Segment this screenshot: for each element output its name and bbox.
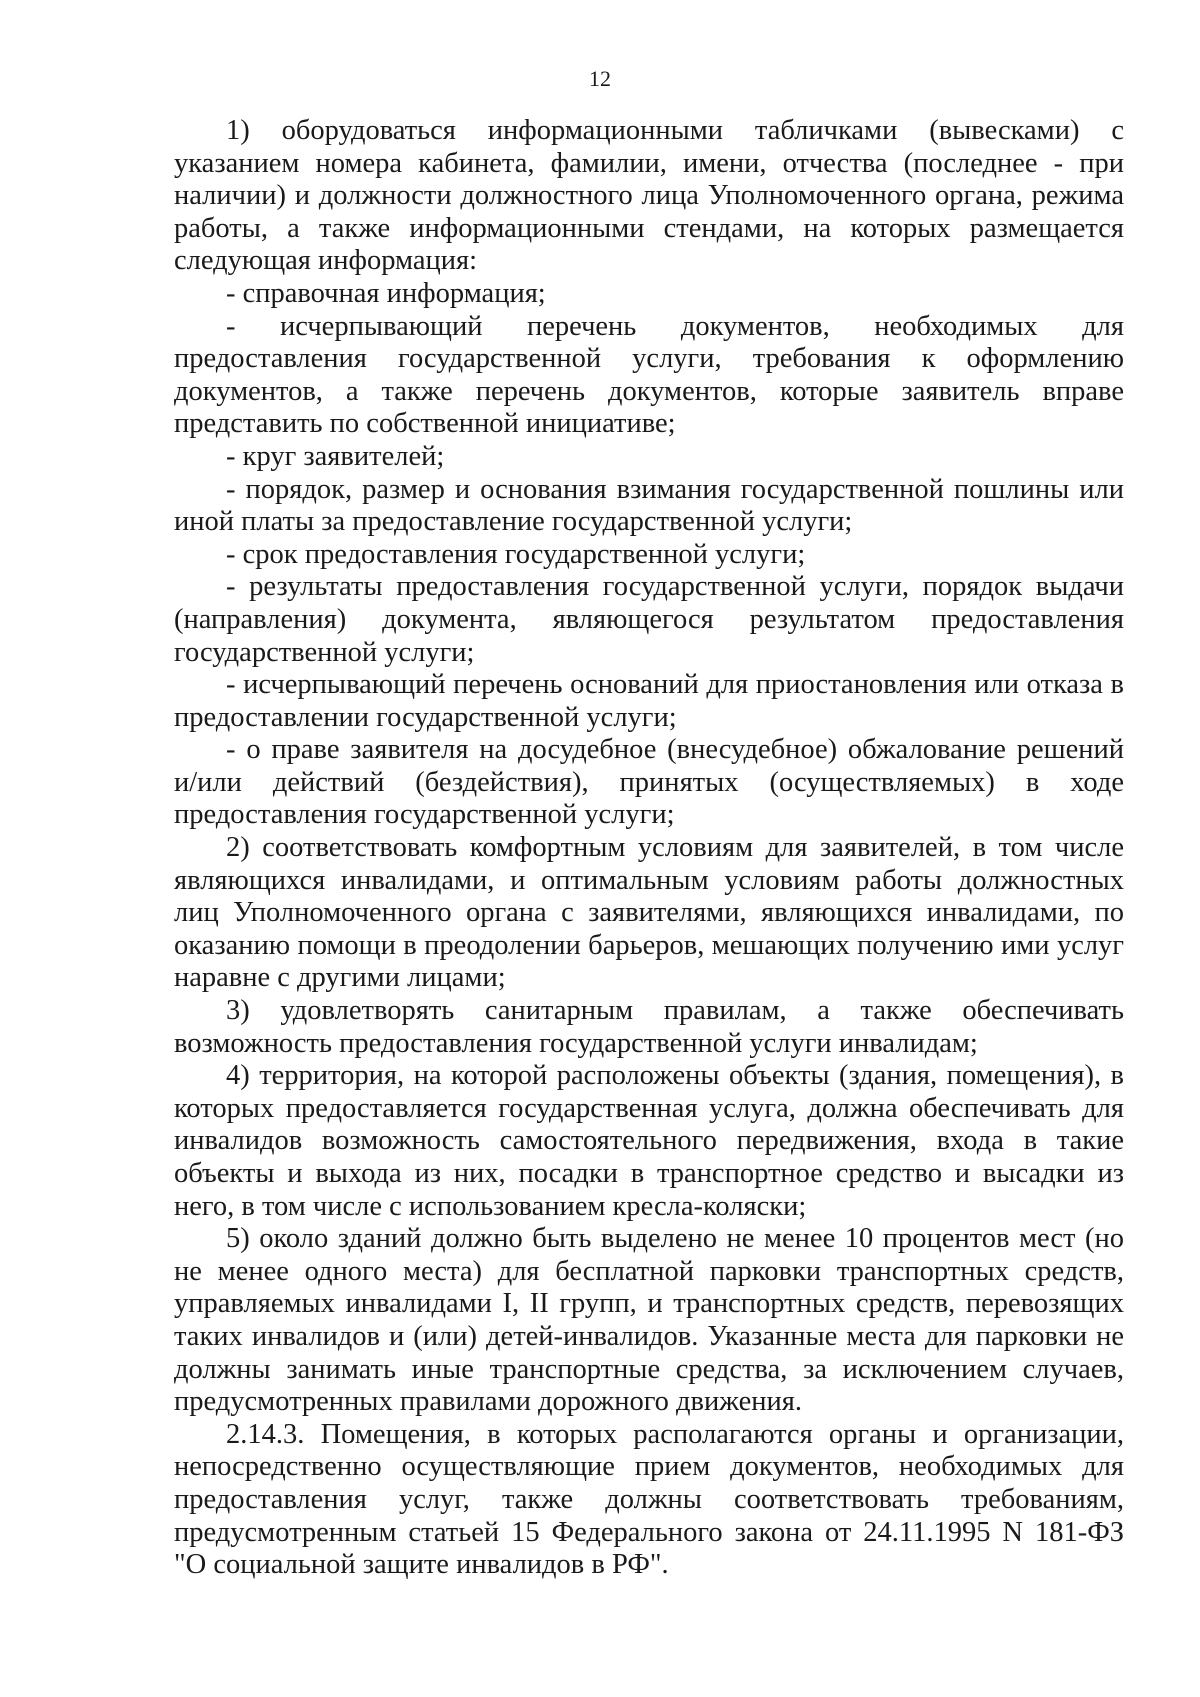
page-number: 12 xyxy=(589,66,611,91)
list-item-refusal-grounds: - исчерпывающий перечень оснований для приостановления или отказа в предоставлении государственной услуги; xyxy=(174,669,1124,733)
list-item-service-term: - срок предоставления государственной услуги; xyxy=(226,538,806,570)
list-item-documents-list: - исчерпывающий перечень документов, необходимых для предоставления государственной услуги, требования к оформлению документов, а также перечень документов, которые заявитель вправе представить по собственной инициативе; xyxy=(174,310,1124,440)
list-item-appeal-rights: - о праве заявителя на досудебное (внесудебное) обжалование решений и/или действий (бездействия), принятых (осуществляемых) в ходе предоставления государственной услуги; xyxy=(174,734,1124,831)
list-item-results: - результаты предоставления государственной услуги, порядок выдачи (направления) документа, являющегося результатом предоставления государственной услуги; xyxy=(174,571,1124,668)
paragraph-item-5-parking: 5) около зданий должно быть выделено не менее 10 процентов мест (но не менее одного места) для бесплатной парковки транспортных средств, управляемых инвалидами I, II групп, и транспортных средств, перевозящих таких инвалидов и (или) детей-инвалидов. Указанные места для парковки не должны занимать иные транспортные средства, за исключением случаев, предусмотренных правилами дорожного движения. xyxy=(174,1223,1124,1418)
paragraph-item-1-signage: 1) оборудоваться информационными табличками (вывесками) с указанием номера кабинета, фамилии, имени, отчества (последнее - при наличии) и должности должностного лица Уполномоченного органа, режима работы, а также информационными стендами, на которых размещается следующая информация: xyxy=(174,115,1124,277)
document-body xyxy=(174,115,1124,1582)
list-item-fees: - порядок, размер и основания взимания государственной пошлины или иной платы за предоставление государственной услуги; xyxy=(174,473,1124,538)
list-item-applicants: - круг заявителей; xyxy=(226,440,445,472)
paragraph-2-14-3: 2.14.3. Помещения, в которых располагаются органы и организации, непосредственно осуществляющие прием документов, необходимых для предоставления услуг, также должны соответствовать требованиям, предусмотренным статьей 15 Федерального закона от 24.11.1995 N 181-ФЗ "О социальной защите инвалидов в РФ". xyxy=(174,1418,1124,1581)
paragraph-item-4-territory: 4) территория, на которой расположены объекты (здания, помещения), в которых предоставляется государственная услуга, должна обеспечивать для инвалидов возможность самостоятельного передвижения, входа в такие объекты и выхода из них, посадки в транспортное средство и высадки из него, в том числе с использованием кресла-коляски; xyxy=(174,1060,1124,1222)
list-item-reference-info: - справочная информация; xyxy=(226,277,546,309)
paragraph-item-2-comfort: 2) соответствовать комфортным условиям для заявителей, в том числе являющихся инвалидами, и оптимальным условиям работы должностных лиц Уполномоченного органа с заявителями, являющихся инвалидами, по оказанию помощи в преодолении барьеров, мешающих получению ими услуг наравне с другими лицами; xyxy=(174,832,1124,994)
paragraph-item-3-sanitary: 3) удовлетворять санитарным правилам, а также обеспечивать возможность предоставления государственной услуги инвалидам; xyxy=(174,995,1124,1059)
